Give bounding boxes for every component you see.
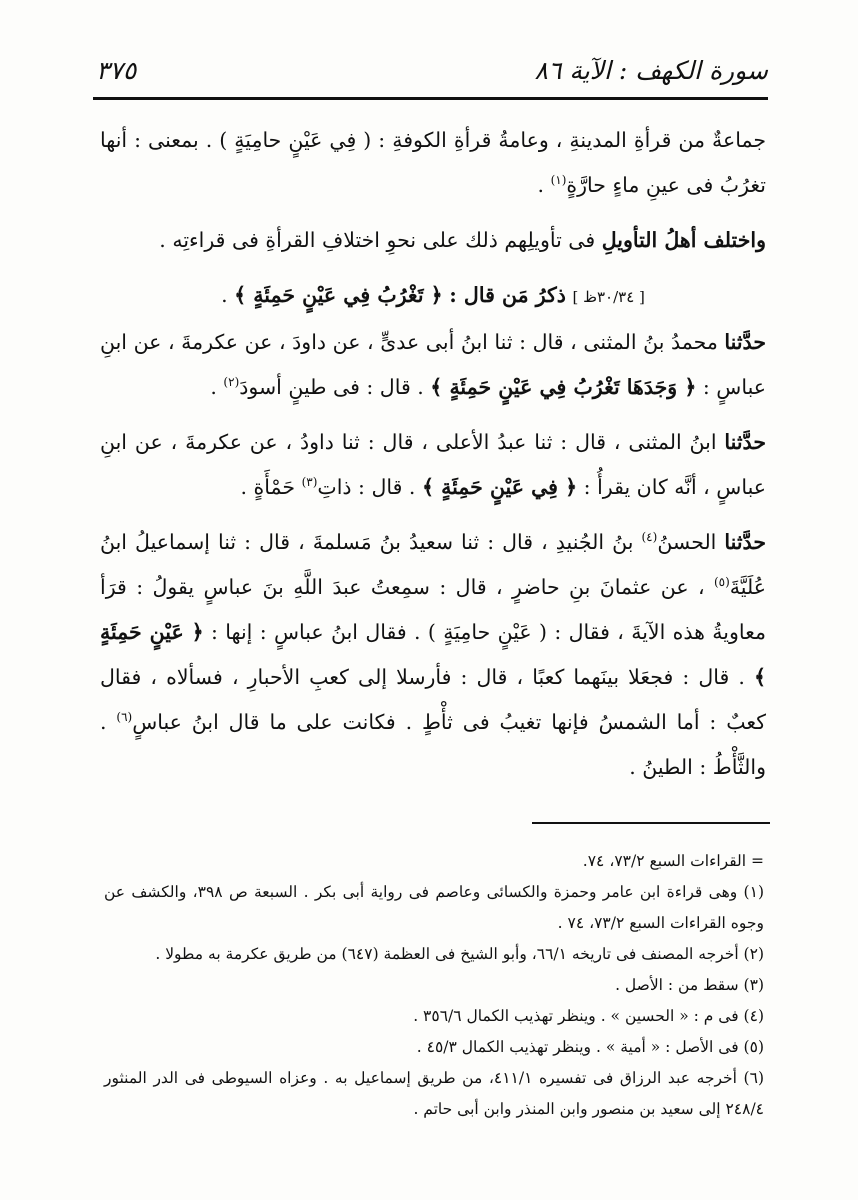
page-number: ٣٧٥	[96, 56, 137, 85]
p6-text1: الحسنُ	[657, 530, 725, 554]
paragraph-1	[100, 118, 766, 208]
p1-end: .	[537, 173, 551, 197]
footnote-ref-3: (٣)	[301, 475, 318, 490]
footnote-ref-1: (١)	[550, 173, 567, 188]
p3-end: .	[221, 283, 235, 307]
p1-text: جماعةٌ من قرأةِ المدينةِ ، وعامةُ قرأةِ الكوفةِ : ( فِي عَيْنٍ حامِيَةٍ ) . بمعنى : أنها تغرُبُ فى عينِ ماءٍ حارَّةٍ	[100, 128, 766, 197]
p6-text5: . والثَّأْطُ : الطينُ .	[100, 710, 766, 779]
p6-quran: ﴿ عَيْنٍ حَمِئَةٍ ﴾	[100, 620, 766, 689]
p5-text1: ابنُ المثنى ، قال : ثنا عبدُ الأعلى ، قال : ثنا داودُ ، عن عكرمةَ ، عن ابنِ عباسٍ ، أنَّه كان يقرأُ :	[100, 430, 766, 499]
footnote-rule	[532, 822, 770, 824]
p2-lead: واختلف أهلُ التأويلِ	[601, 228, 766, 252]
p5-lead: حدَّثنا	[724, 430, 766, 454]
p6-text4: . قال : فجعَلا بينَهما كعبًا ، قال : فأرسلا إلى كعبِ الأحبارِ ، فسألاه ، فقال كعبٌ : أما الشمسُ فإنها تغيبُ فى ثأْطٍ . فكانت على ما قال ابنُ عباسٍ	[100, 665, 766, 734]
p2-text: فى تأويلِهم ذلك على نحوِ اختلافِ القرأةِ فى قراءتِه .	[159, 228, 602, 252]
footnotes	[104, 846, 764, 1125]
footnote-6: (٦) أخرجه عبد الرزاق فى تفسيره ٤١١/١، من طريق إسماعيل به . وعزاه السيوطى فى الدر المنثور ٢٤٨/٤ إلى سعيد بن منصور وابن المنذر وابن أبى حاتم .	[104, 1069, 764, 1118]
footnote-ref-2: (٢)	[223, 375, 240, 390]
footnote-continuation: = القراءات السبع ٧٣/٢، ٧٤.	[582, 852, 764, 870]
p4-quran: ﴿ وَجَدَهَا تَغْرُبُ فِي عَيْنٍ حَمِئَةٍ ﴾	[430, 375, 697, 399]
paragraph-3	[100, 273, 766, 320]
footnote-4: (٤) فى م : « الحسين » . وينظر تهذيب الكمال ٣٥٦/٦ .	[413, 1007, 764, 1025]
p4-lead: حدَّثنا	[724, 330, 766, 354]
p3-quran: ﴿ تَغْرُبُ فِي عَيْنٍ حَمِئَةٍ ﴾	[234, 283, 443, 307]
running-header	[96, 50, 768, 96]
footnote-ref-5: (٥)	[713, 575, 730, 590]
header-title: سورة الكهف : الآية ٨٦	[534, 56, 768, 85]
manuscript-marker: [ ٣٠/٣٤ظ ]	[572, 288, 645, 306]
paragraph-2	[100, 218, 766, 263]
footnote-ref-4: (٤)	[641, 530, 658, 545]
footnote-2: (٢) أخرجه المصنف فى تاريخه ٦٦/١، وأبو الشيخ فى العظمة (٦٤٧) من طريق عكرمة به مطولا .	[155, 945, 764, 963]
footnote-1: (١) وهى قراءة ابن عامر وحمزة والكسائى وعاصم فى رواية أبى بكر . السبعة ص ٣٩٨، والكشف عن وجوه القراءات السبع ٧٣/٢، ٧٤ .	[104, 883, 764, 932]
p3-lead: ذكرُ مَن قال :	[449, 283, 566, 307]
p4-text1: محمدُ بنُ المثنى ، قال : ثنا ابنُ أبى عدىٍّ ، عن داودَ ، عن عكرمةَ ، عن ابنِ عباسٍ :	[100, 330, 766, 399]
p5-quran: ﴿ فِي عَيْنٍ حَمِئَةٍ ﴾	[421, 475, 578, 499]
paragraph-5	[100, 420, 766, 510]
p6-text2: بنُ الجُنيدِ ، قال : ثنا سعيدُ بنُ مَسلمةَ ، قال : ثنا إسماعيلُ ابنُ عُلَيَّةَ	[100, 530, 766, 599]
p6-text3: ، عن عثمانَ بنِ حاضرٍ ، قال : سمِعتُ عبدَ اللَّهِ بنَ عباسٍ يقولُ : قرَأ معاويةُ هذه الآيةَ ، فقال : ( عَيْنٍ حامِيَةٍ ) . فقال ابنُ عباسٍ : إنها :	[100, 575, 766, 644]
footnote-ref-6: (٦)	[116, 710, 133, 725]
paragraph-4	[100, 320, 766, 410]
main-text	[100, 118, 766, 790]
p6-lead: حدَّثنا	[724, 530, 766, 554]
p4-end: .	[210, 375, 224, 399]
header-rule	[93, 97, 768, 100]
footnote-5: (٥) فى الأصل : « أمية » . وينظر تهذيب الكمال ٤٥/٣ .	[416, 1038, 764, 1056]
p5-text2: . قال : ذاتِ	[317, 475, 422, 499]
footnote-3: (٣) سقط من : الأصل .	[615, 976, 764, 994]
p4-text2: . قال : فى طينٍ أسودَ	[239, 375, 431, 399]
paragraph-6	[100, 520, 766, 790]
p5-text3: حَمْأَةٍ .	[240, 475, 302, 499]
